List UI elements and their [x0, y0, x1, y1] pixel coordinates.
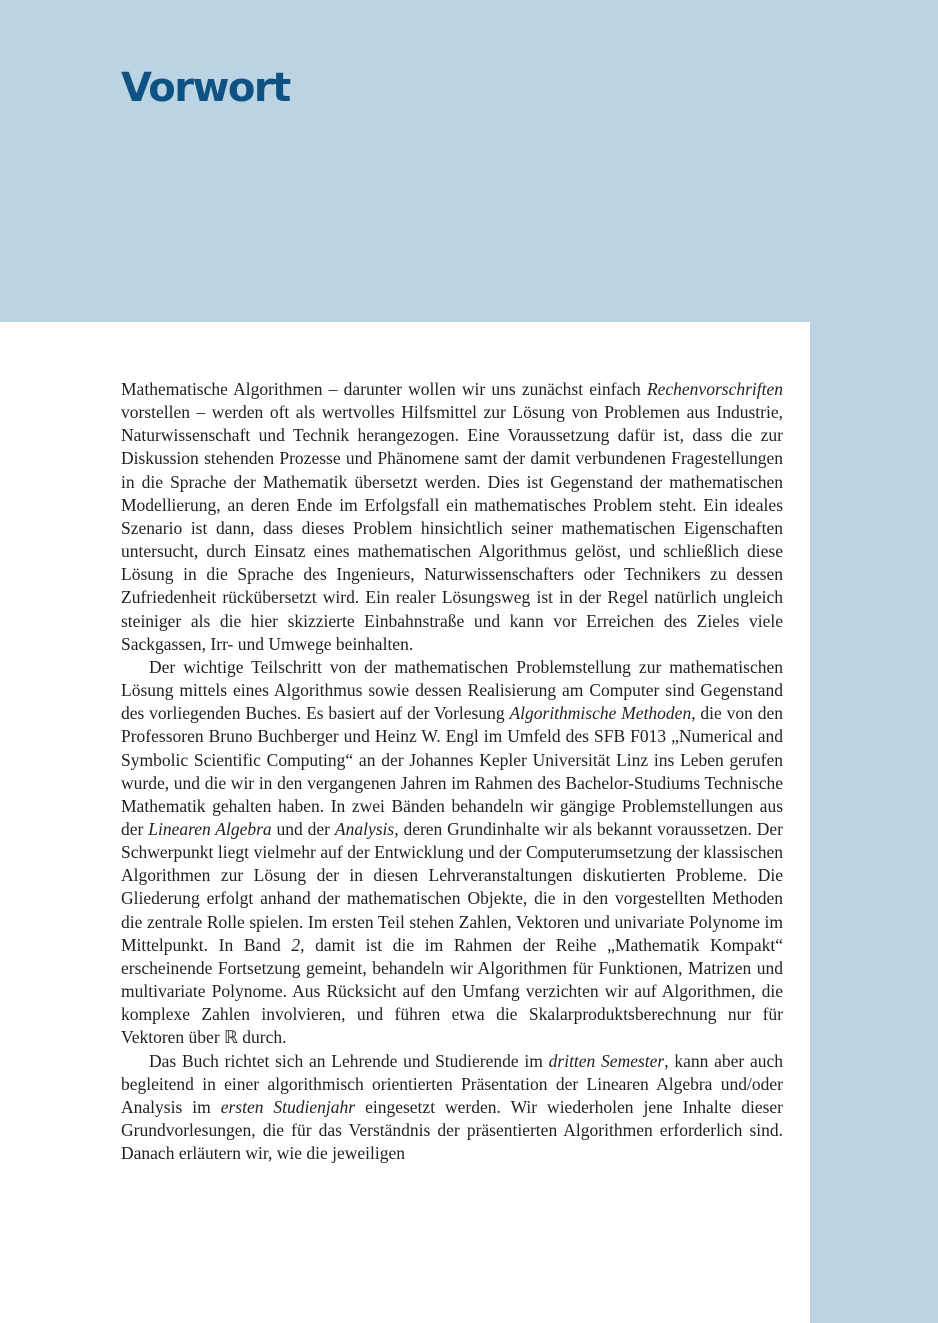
emphasis-span: ersten Studienjahr	[220, 1096, 356, 1117]
emphasis-span: 2	[291, 934, 301, 955]
text-span: Das Buch richtet sich an Lehrende und Studierende im	[149, 1050, 549, 1071]
text-span: vorstellen – werden oft als wertvolles Hilfsmittel zur Lösung von Problemen aus Industrie, Naturwissenschaft und Technik herangezogen. Eine Voraussetzung dafür ist, dass die zur Diskussion stehenden Prozesse und Phänomene samt der damit verbundenen Fragestellungen in die Sprache der Mathematik übersetzt werden. Dies ist Gegenstand der mathematischen Modellierung, an deren Ende im Erfolgsfall ein mathematisches Problem steht. Ein ideales Szenario ist dann, dass dieses Problem hinsichtlich seiner mathematischen Eigenschaften untersucht, durch Einsatz eines mathematischen Algorithmus gelöst, und schließlich diese Lösung in die Sprache des Ingenieurs, Naturwissenschafters oder Technikers zu dessen Zufriedenheit rückübersetzt wird. Ein realer Lösungsweg ist in der Regel natürlich ungleich steiniger als die hier skizzierte Einbahnstraße und kann vor Erreichen des Zieles viele Sackgassen, Irr- und Umwege beinhalten.	[121, 402, 783, 654]
paragraph-2	[121, 656, 783, 1050]
text-span: , deren Grundinhalte wir als bekannt voraussetzen. Der Schwerpunkt liegt vielmehr auf der Entwicklung und der Computerumsetzung der klassischen Algorithmen zur Lösung der in diesen Lehrveranstaltungen diskutierten Probleme. Die Gliederung erfolgt anhand der mathematischen Objekte, die in den vorgestellten Methoden die zentrale Rolle spielen. Im ersten Teil stehen Zahlen, Vektoren und univariate Polynome im Mittelpunkt. In Band	[121, 818, 783, 955]
header-band	[0, 0, 938, 322]
text-span: , kann aber auch begleitend in einer algorithmisch orientierten Präsentation der Linearen Algebra und/oder Analysis im	[121, 1050, 784, 1117]
text-span: eingesetzt werden. Wir wiederholen jene Inhalte dieser Grundvorlesungen, die für das Verständnis der präsentierten Algorithmen erforderlich sind. Danach erläutern wir, wie die jeweiligen	[121, 1096, 783, 1164]
chapter-title: Vorwort	[121, 65, 290, 111]
text-span: , damit ist die im Rahmen der Reihe „Mathematik Kompakt“ erscheinende Fortsetzung gemeint, behandeln wir Algorithmen für Funktionen, Matrizen und multivariate Polynome. Aus Rücksicht auf den Umfang verzichten wir auf Algorithmen, die komplexe Zahlen involvieren, und führen etwa die Skalarproduktsberechnung nur für Vektoren über ℝ durch.	[121, 934, 784, 1048]
text-span: Der wichtige Teilschritt von der mathematischen Problemstellung zur mathematischen Lösung mittels eines Algorithmus sowie dessen Realisierung am Computer sind Gegenstand des vorliegenden Buches. Es basiert auf der Vorlesung	[121, 656, 783, 724]
text-span: und der	[271, 818, 335, 839]
paragraph-3	[121, 1050, 783, 1166]
emphasis-span: Algorithmische Methoden	[509, 703, 692, 724]
text-span: , die von den Professoren Bruno Buchberger und Heinz W. Engl im Umfeld des SFB F013 „Numerical and Symbolic Scientific Computing“ an der Johannes Kepler Universität Linz ins Leben gerufen wurde, und die wir in den vergangenen Jahren im Rahmen des Bachelor-Studiums Technische Mathematik gehalten haben. In zwei Bänden behandeln wir gängige Problemstellungen aus der	[121, 703, 783, 839]
paragraph-1	[121, 378, 783, 656]
text-span: Mathematische Algorithmen – darunter wollen wir uns zunächst einfach	[121, 379, 647, 399]
emphasis-span: Rechenvorschriften	[646, 379, 783, 399]
emphasis-span: dritten Semester	[548, 1050, 665, 1071]
body-text	[121, 378, 783, 1165]
side-margin-band	[810, 322, 938, 1323]
emphasis-span: Linearen Algebra	[148, 818, 272, 839]
emphasis-span: Analysis	[334, 818, 395, 839]
